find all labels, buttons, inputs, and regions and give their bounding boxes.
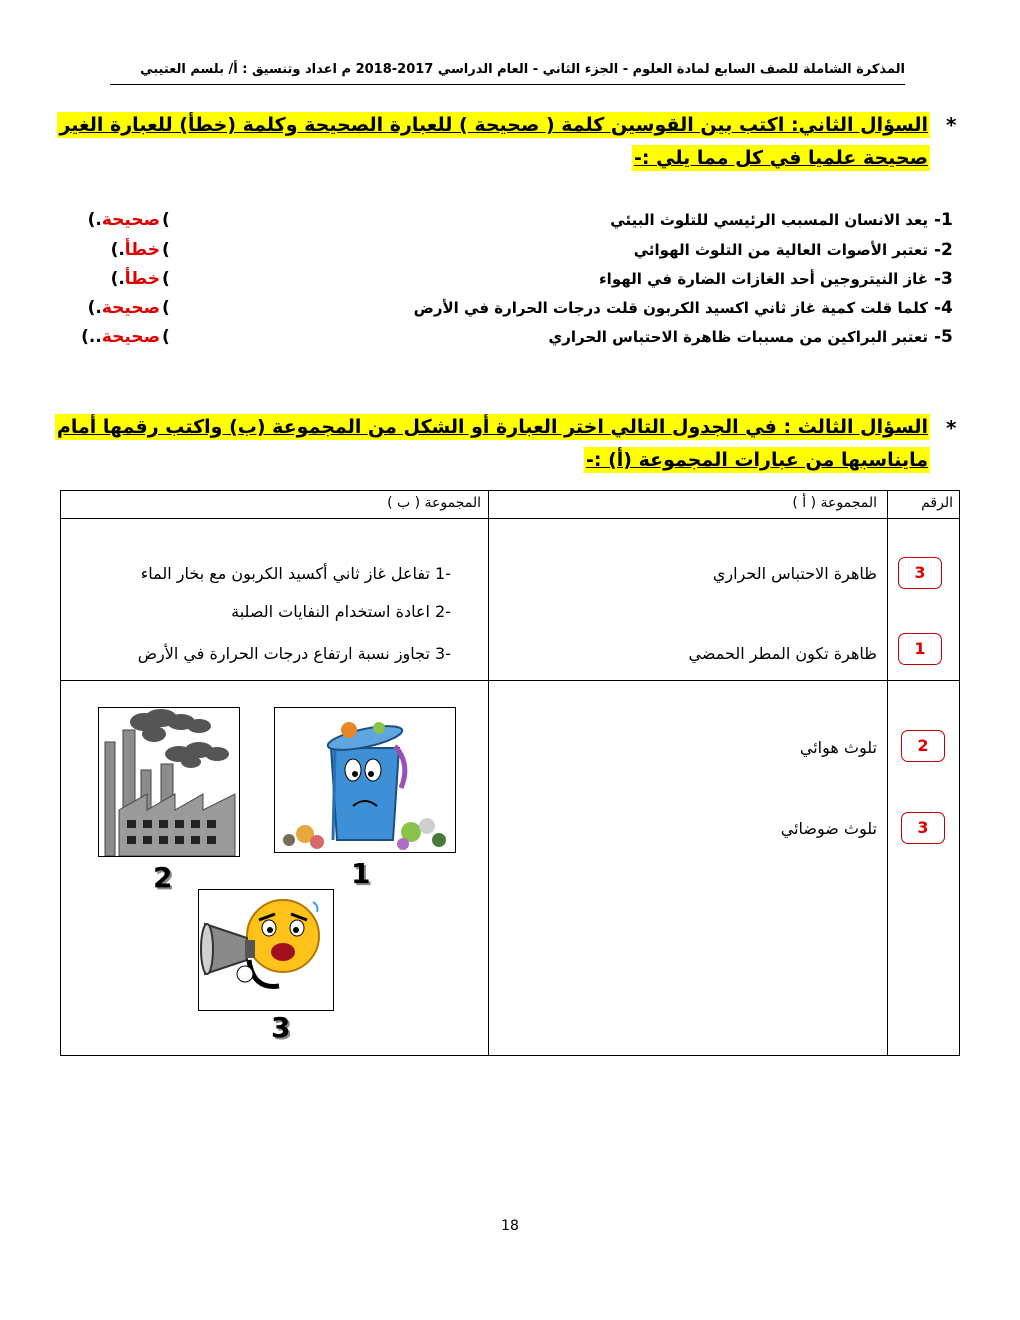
table-divider-a-number xyxy=(887,491,888,1055)
group-b-item-text: تجاوز نسبة ارتفاع درجات الحرارة في الأرض xyxy=(137,644,430,663)
answer-box: 3 xyxy=(901,812,945,844)
factory-pollution-icon xyxy=(98,707,240,857)
q2-title xyxy=(57,114,930,180)
tf-answer-close: ..) xyxy=(81,327,102,347)
table-header-rule xyxy=(61,518,959,519)
tf-answer-word: خطأ xyxy=(124,240,160,260)
group-b-item-number: -3 xyxy=(435,644,451,663)
tf-answer-close: .) xyxy=(110,240,125,260)
matching-table xyxy=(60,490,960,1056)
tf-item-open-paren: ( xyxy=(162,210,170,230)
tf-item xyxy=(62,267,960,291)
tf-answer-word: خطأ xyxy=(124,269,160,289)
tf-item-number: -1 xyxy=(934,210,953,230)
tf-item-number: -3 xyxy=(934,269,953,289)
q3-star: * xyxy=(946,416,957,440)
answer-box: 3 xyxy=(898,557,942,589)
tf-item xyxy=(62,325,960,349)
q3-title-line2: مايناسبها من عبارات المجموعة (أ) :- xyxy=(586,449,928,471)
q2-title-line1: السؤال الثاني: اكتب بين القوسين كلمة ( صحيحة ) للعبارة الصحيحة وكلمة (خطأ) للعبارة الغير xyxy=(59,114,928,136)
tf-answer-word: صحيحة xyxy=(101,210,160,230)
table-row-rule xyxy=(61,680,959,681)
tf-item-statement: تعتبر الأصوات العالية من التلوث الهوائي xyxy=(633,241,928,259)
tf-item-answer xyxy=(62,325,160,349)
tf-answer-close: .) xyxy=(87,298,102,318)
tf-answer-word: صحيحة xyxy=(101,298,160,318)
tf-item-answer xyxy=(62,238,160,262)
answer-box: 2 xyxy=(901,730,945,762)
group-b-item xyxy=(138,643,451,665)
group-b-item-number: -1 xyxy=(435,564,451,583)
tf-answer-word: صحيحة xyxy=(101,327,160,347)
answer-box: 1 xyxy=(898,633,942,665)
tf-item-open-paren: ( xyxy=(162,298,170,318)
tf-item-open-paren: ( xyxy=(162,240,170,260)
tf-item-answer xyxy=(62,296,160,320)
table-divider-b-a xyxy=(488,491,489,1055)
group-a-item: ظاهرة تكون المطر الحمضي xyxy=(688,644,877,663)
tf-item xyxy=(62,208,960,232)
tf-item-number: -2 xyxy=(934,240,953,260)
q3-title xyxy=(55,416,930,482)
tf-item-statement: غاز النيتروجين أحد الغازات الضارة في الهواء xyxy=(599,270,928,288)
tf-item-statement: تعتبر البراكين من مسببات ظاهرة الاحتباس الحراري xyxy=(548,328,928,346)
tf-answer-close: .) xyxy=(87,210,102,230)
trash-can-icon xyxy=(274,707,456,853)
picture-label: 1 xyxy=(351,857,371,890)
group-a-item: تلوث ضوضائي xyxy=(780,819,877,838)
header-group-b: المجموعة ( ب ) xyxy=(387,495,481,511)
page-header: المذكرة الشاملة للصف السابع لمادة العلوم - الجزء الثاني - العام الدراسي 2017-2018 م اعداد وتنسيق : أ/ بلسم العتيبي xyxy=(140,62,905,77)
tf-item-answer xyxy=(62,267,160,291)
picture-label: 2 xyxy=(153,861,173,894)
header-group-a: المجموعة ( أ ) xyxy=(792,495,877,511)
tf-item-open-paren: ( xyxy=(162,327,170,347)
header-rule xyxy=(110,84,905,85)
q3-title-line1: السؤال الثالث : في الجدول التالي اختر العبارة أو الشكل من المجموعة (ب) واكتب رقمها أمام xyxy=(56,416,928,438)
group-b-item xyxy=(141,563,451,585)
tf-item-answer xyxy=(62,208,160,232)
tf-item-number: -4 xyxy=(934,298,953,318)
tf-answer-close: .) xyxy=(110,269,125,289)
group-b-item-number: -2 xyxy=(435,602,451,621)
picture-label: 3 xyxy=(271,1011,291,1044)
group-a-item: تلوث هوائي xyxy=(799,738,877,757)
q2-title-line2: صحيحة علميا في كل مما يلي :- xyxy=(634,147,928,169)
group-b-item xyxy=(231,601,451,623)
megaphone-shouting-icon xyxy=(198,889,334,1011)
tf-item-number: -5 xyxy=(934,327,953,347)
q2-star: * xyxy=(946,113,957,137)
tf-item xyxy=(62,296,960,320)
group-a-item: ظاهرة الاحتباس الحراري xyxy=(712,564,877,583)
group-b-item-text: تفاعل غاز ثاني أكسيد الكربون مع بخار الماء xyxy=(140,564,430,583)
group-b-item-text: اعادة استخدام النفايات الصلبة xyxy=(231,602,430,621)
tf-item-statement: يعد الانسان المسبب الرئيسي للتلوث البيئي xyxy=(610,211,928,229)
tf-item-open-paren: ( xyxy=(162,269,170,289)
header-number: الرقم xyxy=(921,495,953,511)
tf-item-statement: كلما قلت كمية غاز ثاني اكسيد الكربون قلت درجات الحرارة في الأرض xyxy=(413,299,928,317)
tf-item xyxy=(62,238,960,262)
page-number: 18 xyxy=(501,1218,519,1234)
